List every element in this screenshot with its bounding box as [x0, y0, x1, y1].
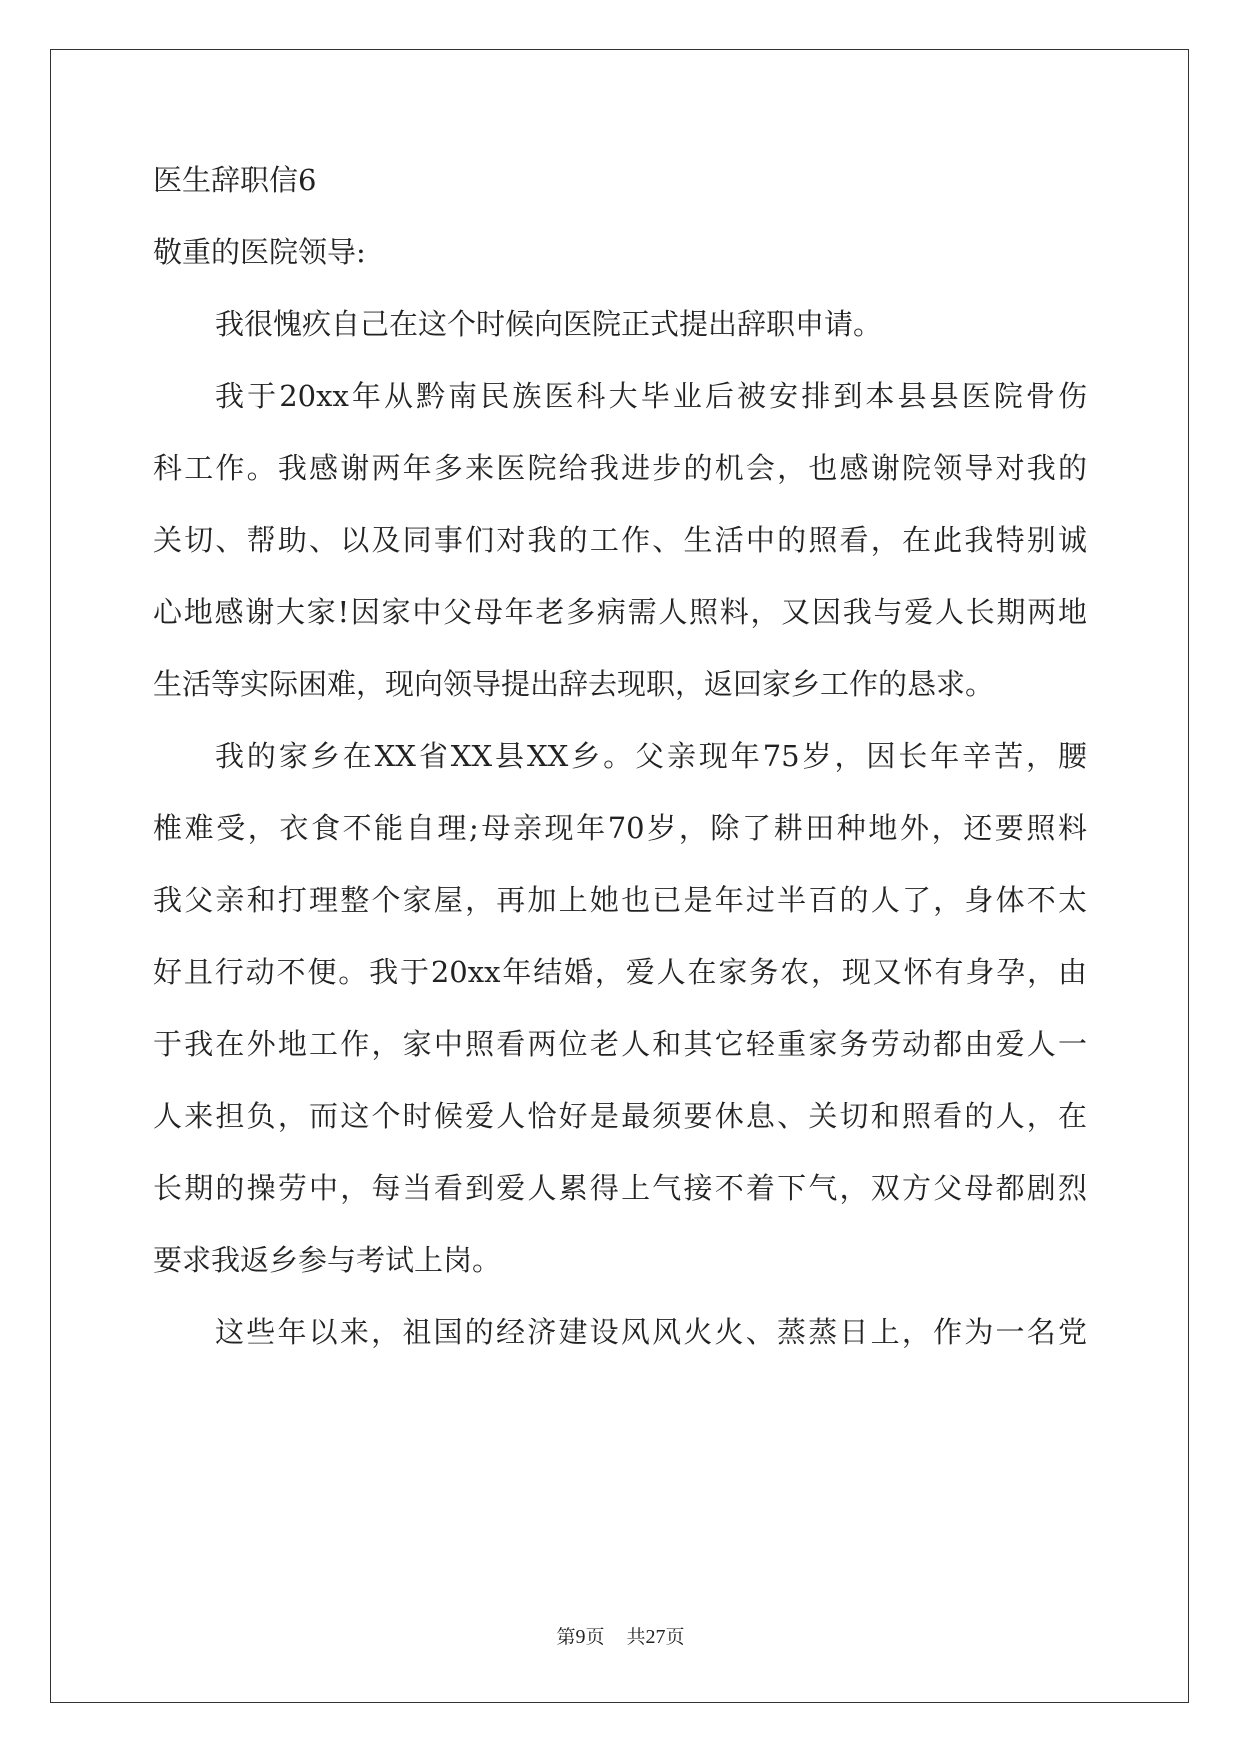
paragraph-line: 好且行动不便。我于20xx年结婚，爱人在家务农，现又怀有身孕，由 — [153, 955, 1087, 989]
document-body — [153, 160, 1087, 1352]
paragraph-line: 我很愧疚自己在这个时候向医院正式提出辞职申请。 — [215, 307, 883, 341]
paragraph-line: 我父亲和打理整个家屋，再加上她也已是年过半百的人了，身体不太 — [153, 883, 1087, 917]
page-suffix: 页 — [585, 1626, 605, 1648]
total-pages-number: 27 — [645, 1626, 666, 1648]
document-title: 医生辞职信6 — [153, 163, 317, 197]
paragraph-line: 人来担负，而这个时候爱人恰好是最须要休息、关切和照看的人，在 — [153, 1099, 1087, 1133]
paragraph-line: 生活等实际困难，现向领导提出辞去现职，返回家乡工作的恳求。 — [153, 667, 995, 701]
paragraph-line: 我于20xx年从黔南民族医科大毕业后被安排到本县县医院骨伤 — [215, 379, 1087, 413]
current-page-number: 9 — [575, 1626, 586, 1648]
paragraph-line: 这些年以来，祖国的经济建设风风火火、蒸蒸日上，作为一名党 — [215, 1315, 1087, 1349]
total-suffix: 页 — [665, 1626, 685, 1648]
page-footer — [0, 1622, 1241, 1649]
paragraph-line: 椎难受，衣食不能自理;母亲现年70岁，除了耕田种地外，还要照料 — [153, 811, 1087, 845]
paragraph-line: 心地感谢大家!因家中父母年老多病需人照料，又因我与爱人长期两地 — [153, 595, 1087, 629]
paragraph-line: 科工作。我感谢两年多来医院给我进步的机会，也感谢院领导对我的 — [153, 451, 1087, 485]
salutation: 敬重的医院领导: — [153, 235, 366, 269]
paragraph-line: 要求我返乡参与考试上岗。 — [153, 1243, 502, 1277]
paragraph-line: 我的家乡在XX省XX县XX乡。父亲现年75岁，因长年辛苦，腰 — [215, 739, 1087, 773]
paragraph-line: 关切、帮助、以及同事们对我的工作、生活中的照看，在此我特别诚 — [153, 523, 1087, 557]
total-prefix: 共 — [626, 1626, 646, 1648]
paragraph-line: 于我在外地工作，家中照看两位老人和其它轻重家务劳动都由爱人一 — [153, 1027, 1087, 1061]
page-prefix: 第 — [556, 1626, 576, 1648]
paragraph-line: 长期的操劳中，每当看到爱人累得上气接不着下气，双方父母都剧烈 — [153, 1171, 1087, 1205]
